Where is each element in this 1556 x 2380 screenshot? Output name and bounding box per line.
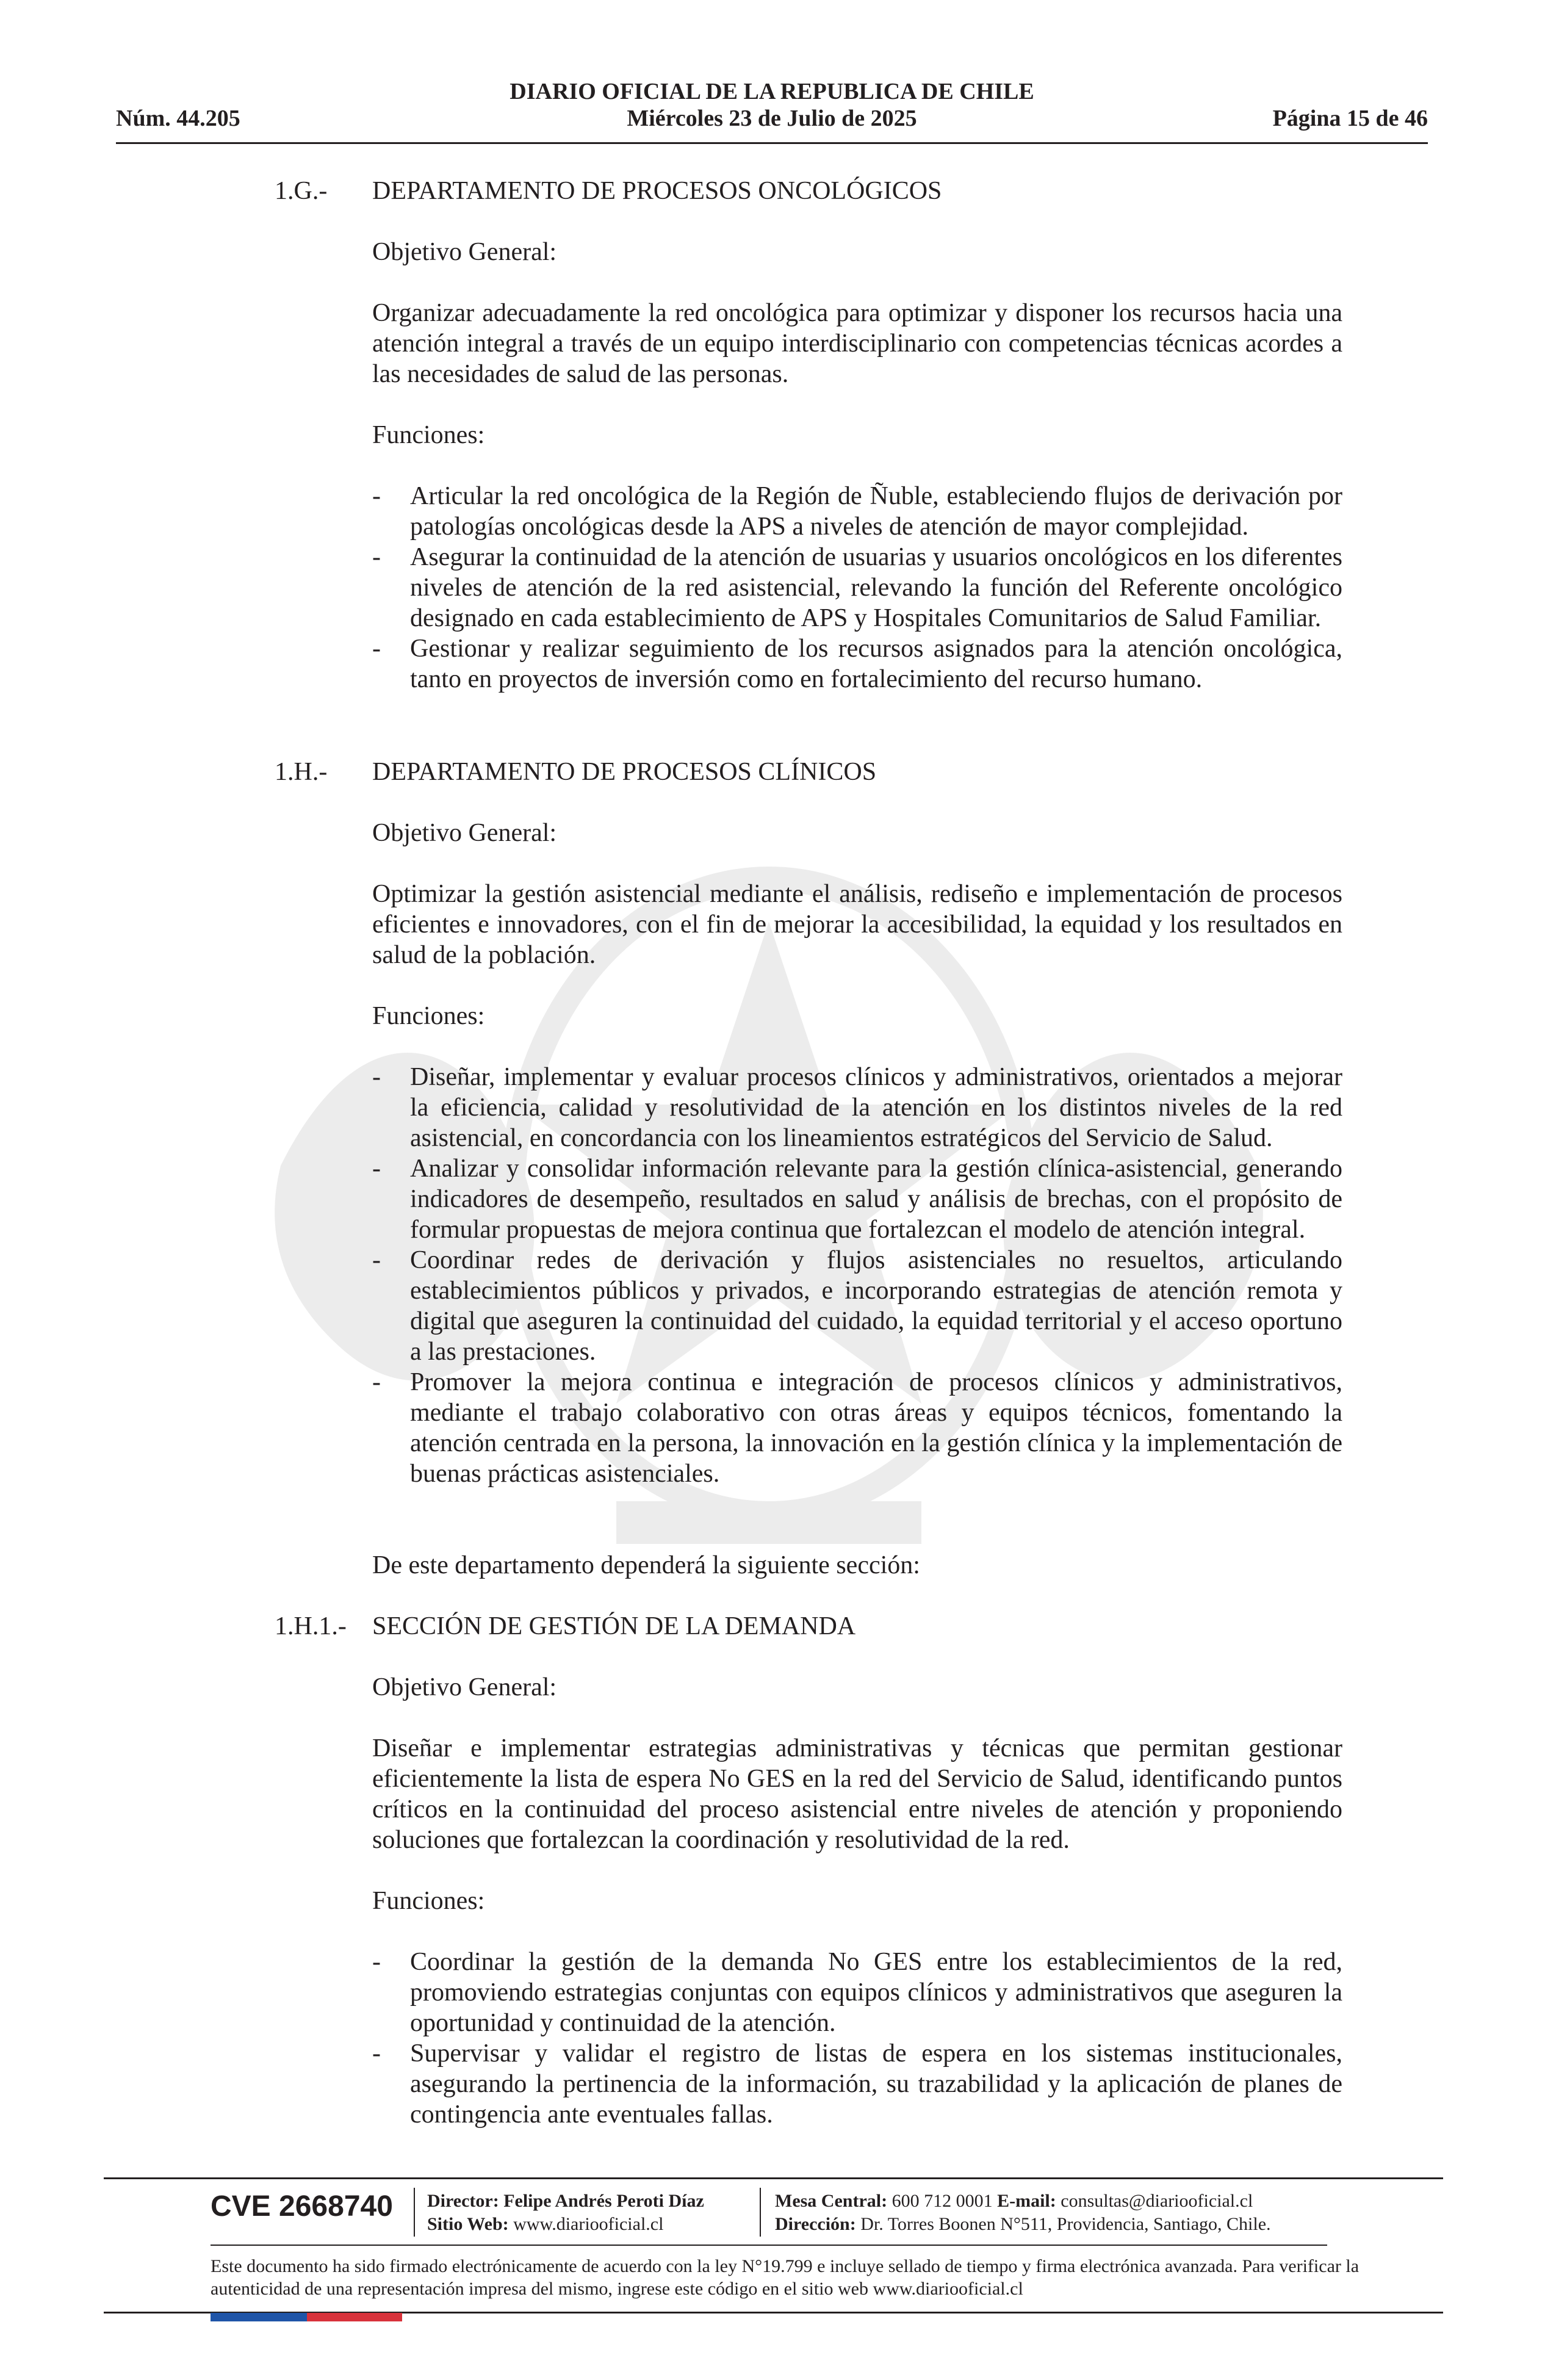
objective-text: Optimizar la gestión asistencial mediante el análisis, rediseño e implementación de procesos eficientes e innovadores, con el fin de mejorar la accesibilidad, la equidad y los resultados en salud de la población. xyxy=(372,880,1342,969)
footer-separator xyxy=(414,2188,415,2237)
footer-divider-top xyxy=(104,2177,1443,2179)
dependency-note: De este departamento dependerá la siguiente sección: xyxy=(372,1551,920,1579)
list-item: - Analizar y consolidar información relevante para la gestión clínica-asistencial, generando indicadores de desempeño, resultados en salud y análisis de brechas, con el propósito de formular propuestas de mejora continua que fortalezcan el modelo de atención integral. xyxy=(372,1155,1342,1244)
objective-text: Organizar adecuadamente la red oncológica para optimizar y disponer los recursos hacia una atención integral a través de un equipo interdisciplinario con competencias técnicas acordes a las necesidades de salud de las personas. xyxy=(372,299,1342,388)
director-name: Felipe Andrés Peroti Díaz xyxy=(503,2191,704,2211)
section-code: 1.H.- xyxy=(275,758,328,786)
section-title: SECCIÓN DE GESTIÓN DE LA DEMANDA xyxy=(372,1612,856,1640)
functions-label: Funciones: xyxy=(372,1002,485,1030)
masthead xyxy=(116,78,1428,132)
list-item: - Articular la red oncológica de la Región de Ñuble, estableciendo flujos de derivación por patologías oncológicas desde la APS a niveles de atención de mayor complejidad. xyxy=(372,482,1342,541)
journal-title: DIARIO OFICIAL DE LA REPUBLICA DE CHILE xyxy=(510,79,1034,104)
issue-number: Núm. 44.205 xyxy=(116,106,240,131)
section-code: 1.G.- xyxy=(275,177,328,205)
list-item: - Promover la mejora continua e integración de procesos clínicos y administrativos, mediante el trabajo colaborativo con otras áreas y equipos técnicos, fomentando la atención centrada en la persona, la innovación en la gestión clínica y la implementación de buenas prácticas asistenciales. xyxy=(372,1368,1342,1488)
flag-stripe-red xyxy=(307,2313,402,2321)
section-title: DEPARTAMENTO DE PROCESOS ONCOLÓGICOS xyxy=(372,177,942,205)
objective-label: Objetivo General: xyxy=(372,1673,557,1701)
footer-contact-block: Mesa Central: 600 712 0001 E-mail: consultas@diariooficial.cl Dirección: Dr. Torres Boonen N°511, Providencia, Santiago, Chile. xyxy=(775,2191,1271,2234)
website-link[interactable]: www.diariooficial.cl xyxy=(513,2214,664,2234)
list-item: - Coordinar redes de derivación y flujos asistenciales no resueltos, articulando establecimientos públicos y privados, e incorporando estrategias de atención remota y digital que aseguren la continuidad del cuidado, la equidad territorial y el acceso oportuno a las prestaciones. xyxy=(372,1246,1342,1366)
header-divider xyxy=(116,142,1428,144)
functions-list xyxy=(372,481,1342,694)
legal-notice: Este documento ha sido firmado electrónicamente de acuerdo con la ley N°19.799 e incluye sellado de tiempo y firma electrónica avanzada. Para verificar la autenticidad de una representación impresa del mismo, ingrese este código en el sitio web www.diariooficial.cl xyxy=(211,2256,1360,2299)
address: Dr. Torres Boonen N°511, Providencia, Santiago, Chile. xyxy=(860,2214,1271,2234)
section-code: 1.H.1.- xyxy=(275,1612,347,1640)
list-item: - Asegurar la continuidad de la atención de usuarias y usuarios oncológicos en los diferentes niveles de atención de la red asistencial, relevando la función del Referente oncológico designado en cada establecimiento de APS y Hospitales Comunitarios de Salud Familiar. xyxy=(372,543,1342,632)
footer-divider-middle xyxy=(211,2245,1327,2246)
functions-label: Funciones: xyxy=(372,1887,485,1915)
objective-text: Diseñar e implementar estrategias administrativas y técnicas que permitan gestionar eficientemente la lista de espera No GES en la red del Servicio de Salud, identificando puntos críticos en la continuidad del proceso asistencial entre niveles de atención y proponiendo soluciones que fortalezcan la coordinación y resolutividad de la red. xyxy=(372,1734,1342,1854)
email-link[interactable]: consultas@diariooficial.cl xyxy=(1061,2191,1253,2211)
issue-date: Miércoles 23 de Julio de 2025 xyxy=(627,106,917,131)
footer-separator xyxy=(760,2188,761,2237)
functions-label: Funciones: xyxy=(372,421,485,449)
section-title: DEPARTAMENTO DE PROCESOS CLÍNICOS xyxy=(372,758,877,786)
functions-list xyxy=(372,1947,1342,2130)
functions-list xyxy=(372,1062,1342,1489)
list-item: - Supervisar y validar el registro de listas de espera en los sistemas institucionales, asegurando la pertinencia de la información, su trazabilidad y la aplicación de planes de contingencia ante eventuales fallas. xyxy=(372,2039,1342,2129)
list-item: - Diseñar, implementar y evaluar procesos clínicos y administrativos, orientados a mejorar la eficiencia, calidad y resolutividad de la atención en los distintos niveles de la red asistencial, en concordancia con los lineamientos estratégicos del Servicio de Salud. xyxy=(372,1063,1342,1152)
page-number: Página 15 de 46 xyxy=(1272,106,1428,131)
objective-label: Objetivo General: xyxy=(372,238,557,266)
page-header xyxy=(116,78,1428,145)
phone-number: 600 712 0001 xyxy=(891,2191,993,2211)
objective-label: Objetivo General: xyxy=(372,819,557,847)
list-item: - Coordinar la gestión de la demanda No GES entre los establecimientos de la red, promoviendo estrategias conjuntas con equipos clínicos y administrativos que aseguren la oportunidad y continuidad de la atención. xyxy=(372,1948,1342,2037)
footer-director-block: Director: Felipe Andrés Peroti Díaz Sitio Web: www.diariooficial.cl xyxy=(427,2191,704,2234)
list-item: - Gestionar y realizar seguimiento de los recursos asignados para la atención oncológica, tanto en proyectos de inversión como en fortalecimiento del recurso humano. xyxy=(372,635,1342,693)
flag-stripe-blue xyxy=(211,2313,307,2321)
cve-code: CVE 2668740 xyxy=(211,2190,393,2223)
